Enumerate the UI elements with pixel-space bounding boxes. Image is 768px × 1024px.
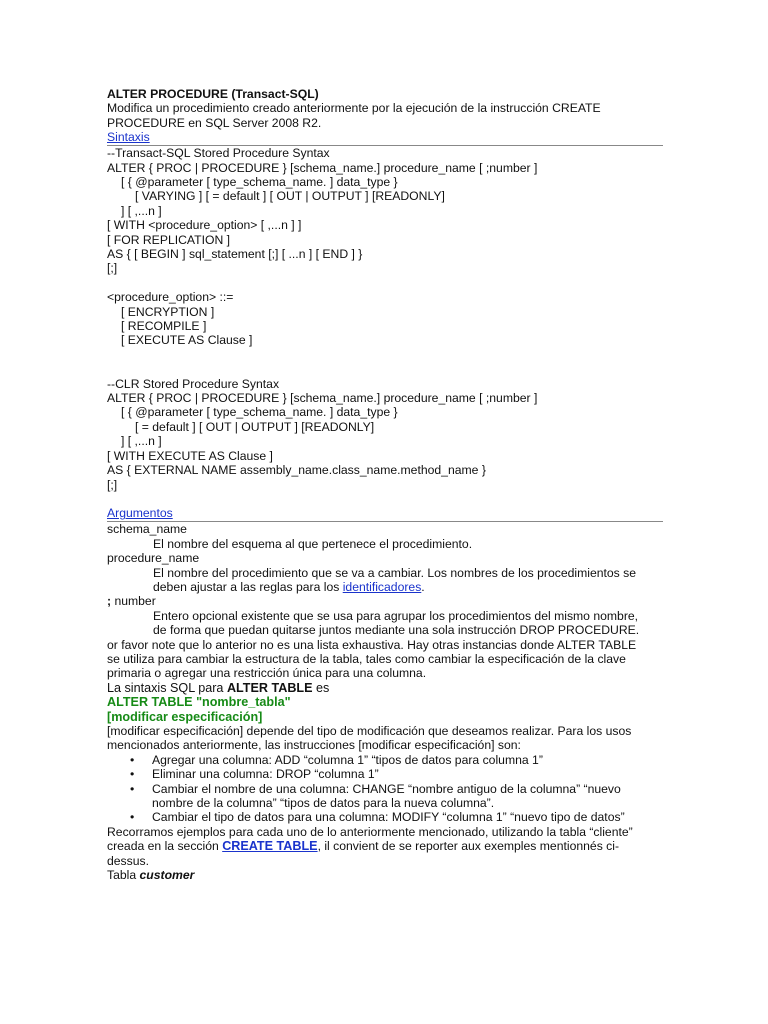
arg-procedure-desc-1: El nombre del procedimiento que se va a cambiar. Los nombres de los procedimientos se bbox=[153, 565, 637, 580]
list-item-text: Eliminar una columna: DROP “columna 1” bbox=[152, 767, 379, 782]
text-run: deben ajustar a las reglas para los bbox=[153, 579, 343, 594]
list-item-text: Agregar una columna: ADD “columna 1” “tipos de datos para columna 1” bbox=[152, 752, 543, 767]
code-line: [ EXECUTE AS Clause ] bbox=[121, 333, 253, 348]
arguments-link[interactable]: Argumentos bbox=[107, 506, 173, 521]
code-line: [ VARYING ] [ = default ] [ OUT | OUTPUT ] [READONLY] bbox=[135, 189, 445, 204]
arg-schema-desc: El nombre del esquema al que pertenece el procedimiento. bbox=[153, 536, 473, 551]
bullet-icon: • bbox=[130, 752, 135, 767]
code-line: ] [ ,...n ] bbox=[121, 434, 162, 449]
text-run: es bbox=[312, 680, 330, 695]
bullet-icon: • bbox=[130, 810, 135, 825]
text-run: Tabla bbox=[107, 868, 140, 883]
spacer bbox=[107, 492, 663, 506]
bullet-icon: • bbox=[130, 767, 135, 782]
arg-procedure-name: procedure_name bbox=[107, 551, 200, 566]
section-divider bbox=[107, 145, 663, 146]
green-syntax-1: ALTER TABLE "nombre_tabla" bbox=[107, 695, 291, 710]
text-run: , il convient de se reporter aux exemples mentionnés ci- bbox=[317, 839, 620, 854]
green-syntax-2: [modificar especificación] bbox=[107, 709, 263, 724]
paragraph-line: or favor note que lo anterior no es una lista exhaustiva. Hay otras instancias donde ALTER TABLE bbox=[107, 637, 637, 652]
code-line: [ WITH <procedure_option> [ ,...n ] ] bbox=[107, 218, 302, 233]
tabla-line bbox=[107, 868, 663, 882]
text-run: creada en la sección bbox=[107, 839, 223, 854]
arg-number-desc-2: de forma que puedan quitarse juntos mediante una sola instrucción DROP PROCEDURE. bbox=[153, 623, 640, 638]
paragraph-line: se utiliza para cambiar la estructura de la tabla, tales como cambiar la especificación de la clave bbox=[107, 651, 626, 666]
code-line: [;] bbox=[107, 261, 118, 276]
list-item bbox=[130, 752, 663, 767]
code-line: [ RECOMPILE ] bbox=[121, 319, 207, 334]
code-line: ] [ ,...n ] bbox=[121, 203, 162, 218]
list-item-text: Cambiar el tipo de datos para una columna: MODIFY “columna 1” “nuevo tipo de datos” bbox=[152, 810, 625, 825]
intro-line-2: PROCEDURE en SQL Server 2008 R2. bbox=[107, 115, 322, 130]
paragraph-line: [modificar especificación] depende del tipo de modificación que deseamos realizar. Para los usos bbox=[107, 724, 632, 738]
page-title: ALTER PROCEDURE (Transact-SQL) bbox=[107, 87, 319, 101]
customer-bold-italic: customer bbox=[139, 868, 195, 883]
paragraph-line: dessus. bbox=[107, 853, 150, 868]
code-line: <procedure_option> ::= bbox=[107, 290, 234, 305]
code-line: [;] bbox=[107, 477, 118, 492]
create-table-link[interactable]: CREATE TABLE bbox=[222, 839, 318, 854]
arg-number bbox=[107, 594, 663, 608]
list-item-text: Cambiar el nombre de una columna: CHANGE “nombre antiguo de la columna” “nuevo bbox=[152, 781, 621, 796]
document-body bbox=[107, 87, 663, 882]
code-line: [ FOR REPLICATION ] bbox=[107, 232, 231, 247]
alter-table-bold: ALTER TABLE bbox=[226, 680, 313, 695]
code-line: AS { EXTERNAL NAME assembly_name.class_name.method_name } bbox=[107, 463, 486, 478]
arg-schema-name: schema_name bbox=[107, 522, 187, 537]
section-divider bbox=[107, 521, 663, 522]
code-line: AS { [ BEGIN ] sql_statement [;] [ ...n ] [ END ] } bbox=[107, 247, 363, 262]
text-run: . bbox=[421, 579, 425, 594]
spacer bbox=[107, 348, 663, 362]
code-line: [ WITH EXECUTE AS Clause ] bbox=[107, 448, 273, 463]
paragraph-line bbox=[107, 839, 663, 853]
code-line: [ = default ] [ OUT | OUTPUT ] [READONLY] bbox=[135, 419, 375, 434]
code-line: [ { @parameter [ type_schema_name. ] data_type } bbox=[121, 405, 398, 420]
identificadores-link[interactable]: identificadores bbox=[342, 579, 422, 594]
paragraph-line: Recorramos ejemplos para cada uno de lo anteriormente mencionado, utilizando la tabla “cliente” bbox=[107, 824, 633, 839]
code-line: --Transact-SQL Stored Procedure Syntax bbox=[107, 146, 330, 161]
syntax-link[interactable]: Sintaxis bbox=[107, 130, 150, 145]
paragraph-line: mencionados anteriormente, las instrucciones [modificar especificación] son: bbox=[107, 738, 521, 753]
paragraph-line: primaria o agregar una restricción única para una columna. bbox=[107, 666, 427, 681]
intro-line-1: Modifica un procedimiento creado anteriormente por la ejecución de la instrucción CREATE bbox=[107, 101, 601, 116]
spacer bbox=[107, 362, 663, 376]
number-label: number bbox=[111, 594, 156, 609]
code-line: [ ENCRYPTION ] bbox=[121, 304, 215, 319]
arguments-section-header bbox=[107, 506, 663, 522]
spacer bbox=[107, 276, 663, 290]
list-item-text: nombre de la columna” “tipos de datos para la nueva columna”. bbox=[152, 796, 495, 811]
sql-syntax-line bbox=[107, 681, 663, 695]
code-line: --CLR Stored Procedure Syntax bbox=[107, 376, 280, 391]
syntax-section-header bbox=[107, 130, 663, 146]
text-run: La sintaxis SQL para bbox=[107, 680, 227, 695]
arg-procedure-desc-2 bbox=[107, 580, 663, 594]
code-line: ALTER { PROC | PROCEDURE } [schema_name.] procedure_name [ ;number ] bbox=[107, 160, 538, 175]
list-item bbox=[130, 781, 663, 811]
list-item bbox=[130, 810, 663, 825]
arg-number-desc-1: Entero opcional existente que se usa para agrupar los procedimientos del mismo nombre, bbox=[153, 608, 639, 623]
operation-list bbox=[107, 753, 663, 825]
semicolon: ; bbox=[107, 594, 112, 609]
list-item bbox=[130, 767, 663, 782]
code-line: [ { @parameter [ type_schema_name. ] data_type } bbox=[121, 175, 398, 190]
bullet-icon: • bbox=[130, 781, 135, 796]
code-line: ALTER { PROC | PROCEDURE } [schema_name.] procedure_name [ ;number ] bbox=[107, 391, 538, 406]
